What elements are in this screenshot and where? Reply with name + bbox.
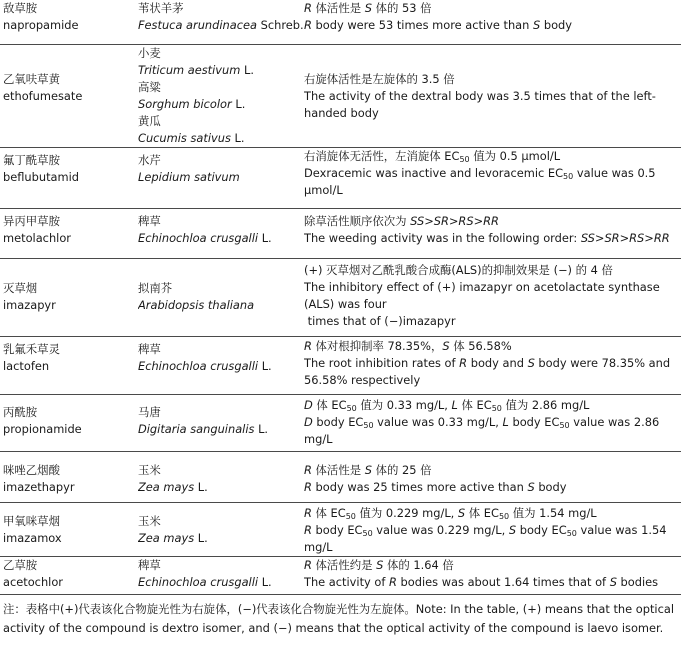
- table-row: [0, 44, 681, 147]
- plant-cell: 稗草 Echinochloa crusgalli L.: [138, 336, 304, 394]
- plant-cell: 马唐 Digitaria sanguinalis L.: [138, 394, 304, 451]
- plant-cell: 拟南芥 Arabidopsis thaliana: [138, 258, 304, 336]
- compound-cell: 敌草胺 napropamide: [3, 1, 79, 32]
- compound-cell: 乳氟禾草灵 lactofen: [0, 336, 138, 394]
- compound-cell: 乙氧呋草黄 ethofumesate: [0, 44, 138, 147]
- table-row: [0, 502, 681, 556]
- plant-cell: 玉米 Zea mays L.: [138, 451, 304, 502]
- table-row: [0, 451, 681, 502]
- table-row: [0, 0, 681, 44]
- table-row: [0, 336, 681, 394]
- compound-cell: 氟丁酰草胺 beflubutamid: [0, 147, 138, 208]
- plant-cell: 小麦 Triticum aestivum L. 高粱 Sorghum bicolor L. 黄瓜 Cucumis sativus L.: [138, 44, 304, 147]
- plant-cell: 稗草 Echinochloa crusgalli L.: [138, 208, 304, 258]
- table-row: [0, 147, 681, 208]
- effect-cell: R 体活性是 S 体的 25 倍 R body was 25 times more active than S body: [304, 451, 681, 502]
- table-row: [0, 208, 681, 258]
- plant-cell: 水芹 Lepidium sativum: [138, 147, 304, 208]
- compound-cell: 丙酰胺 propionamide: [0, 394, 138, 451]
- plant-cell: 玉米 Zea mays L.: [138, 502, 304, 556]
- effect-cell: R 体 $EC_{50}$ 值为 0.229 mg/L, S 体 $EC_{50}$ 值为 1.54 mg/L R body $EC_{50}$ value was 0.229 mg/L, S body $EC_{50}$ value was 1.54 mg/L: [304, 502, 681, 556]
- table-row: [0, 556, 681, 591]
- plant-cell: 稗草 Echinochloa crusgalli L.: [138, 556, 304, 591]
- compound-cell: 乙草胺 acetochlor: [0, 556, 138, 591]
- effect-cell: D 体 $EC_{50}$ 值为 0.33 mg/L, L 体 $EC_{50}$ 值为 2.86 mg/L D body $EC_{50}$ value was 0.33 mg/L, L body $EC_{50}$ value was 2.86 mg/L: [304, 394, 681, 451]
- effect-cell: R 体活性约是 S 体的 1.64 倍 The activity of R bodies was about 1.64 times that of S bodies: [304, 556, 681, 591]
- effect-cell: R 体活性是 S 体的 53 倍 R body were 53 times more active than S body: [304, 1, 573, 32]
- compound-cell: 异丙甲草胺 metolachlor: [0, 208, 138, 258]
- plant-cell: 苇状羊茅 Festuca arundinacea Schreb.: [138, 1, 304, 32]
- effect-cell: 右消旋体无活性，左消旋体 $EC_{50}$ 值为 0.5 μmol/L Dexracemic was inactive and levoracemic $EC_{50}$ value was 0.5 μmol/L: [304, 147, 681, 208]
- compound-cell: 甲氧咪草烟 imazamox: [0, 502, 138, 556]
- effect-cell: (+) 灭草烟对乙酰乳酸合成酶(ALS)的抑制效果是 (−) 的 4 倍 The inhibitory effect of (+) imazapyr on acetolactate synthase (ALS) was four times that of (−)imazapyr: [304, 258, 681, 336]
- table-bottom-rule: [0, 594, 681, 595]
- effect-cell: R 体对根抑制率 78.35%，S 体 56.58% The root inhibition rates of R body and S body were 78.35% and 56.58% respectively: [304, 336, 681, 394]
- compound-cell: 咪唑乙烟酸 imazethapyr: [0, 451, 138, 502]
- effect-cell: 右旋体活性是左旋体的 3.5 倍 The activity of the dextral body was 3.5 times that of the left-handed body: [304, 44, 681, 147]
- effect-cell: 除草活性顺序依次为 SS>SR>RS>RR The weeding activity was in the following order: SS>SR>RS>RR: [304, 208, 681, 258]
- table-row: [0, 258, 681, 336]
- table-row: [0, 394, 681, 451]
- compound-cell: 灭草烟 imazapyr: [0, 258, 138, 336]
- table-footnote: 注：表格中(+)代表该化合物旋光性为右旋体，(−)代表该化合物旋光性为左旋体。Note: In the table, (+) means that the optical activity of the compound is dextro isomer, and (−) means that the optical activity of the compound is laevo isomer.: [3, 602, 674, 635]
